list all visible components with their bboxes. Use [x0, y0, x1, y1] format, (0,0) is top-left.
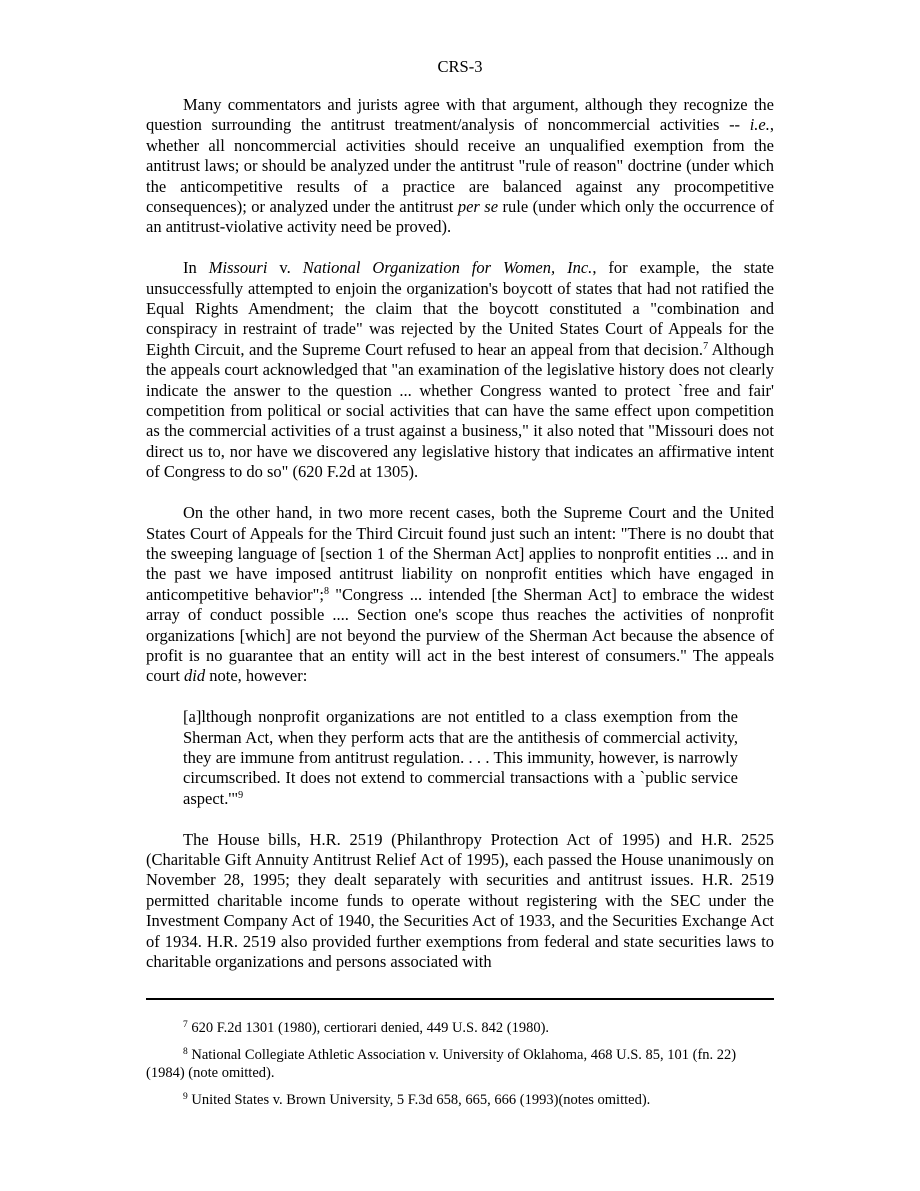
paragraph-1 — [146, 95, 774, 238]
footnote-text: 620 F.2d 1301 (1980), certiorari denied, 449 U.S. 842 (1980). — [187, 1020, 550, 1036]
italic-per-se: per se — [457, 197, 499, 217]
italic-did: did — [184, 666, 206, 686]
footnote-text: United States v. Brown University, 5 F.3d 658, 665, 666 (1993)(notes omitted). — [187, 1092, 651, 1108]
text-span: , for example, the state unsuccessfully attempted to enjoin the organization's boycott of states that had not ratified the Equal Rights Amendment; the claim that the boycott constituted a "combination and conspiracy in restraint of trade" was rejected by the United States Court of Appeals for the Eighth Circuit, and the Supreme Court refused to hear an appeal from that decision. — [146, 258, 774, 359]
footnote-ref-8[interactable]: 8 — [323, 585, 329, 597]
footnote-8 — [146, 1046, 774, 1082]
italic-ie: i.e. — [749, 115, 770, 135]
text-span: , whether all noncommercial activities should receive an unqualified exemption from the antitrust laws; or should be analyzed under the antitrust "rule of reason" doctrine (under which the anticompetitive results of a practice are balanced against any procompetitive consequences); or analyzed under the antitrust — [146, 115, 774, 217]
text-span: "Congress ... intended [the Sherman Act] to embrace the widest array of conduct possible .... Section one's scope thus reaches the activities of nonprofit organizations [which] are not beyond the purview of the Sherman Act because the absence of profit is no guarantee that an entity will act in the best interest of consumers." The appeals court — [146, 584, 774, 686]
footnote-9 — [146, 1091, 774, 1109]
text-span: The House bills, H.R. 2519 (Philanthropy Protection Act of 1995) and H.R. 2525 (Charitable Gift Annuity Antitrust Relief Act of 1995), each passed the House unanimously on November 28, 1995; they dealt separately with securities and antitrust issues. H.R. 2519 permitted charitable income funds to operate without registering with the SEC under the Investment Company Act of 1940, the Securities Act of 1933, and the Securities Exchange Act of 1934. H.R. 2519 also provided further exemptions from federal and state securities laws to charitable organizations and persons associated with — [146, 829, 774, 971]
footnotes — [146, 1019, 774, 1118]
footnote-separator — [146, 998, 774, 1000]
footnote-ref-7[interactable]: 7 — [703, 340, 709, 352]
body-text — [146, 95, 774, 993]
text-span: rule (under which only the occurrence of an antitrust-violative activity need be proved). — [146, 197, 774, 237]
footnote-number: 8 — [183, 1047, 188, 1057]
footnote-number: 7 — [183, 1020, 188, 1030]
block-quote — [183, 707, 738, 809]
text-span: In — [183, 258, 209, 278]
text-span: Although the appeals court acknowledged that "an examination of the legislative history does not clearly indicate the answer to the question ... whether Congress wanted to protect `free and fair' competition from political or social activities that can have the same effect upon competition as the commercial activities of a trust against a business," it also noted that "Missouri does not direct us to, nor have we discovered any legislative history that indicates an affirmative intent of Congress to do so" (620 F.2d at 1305). — [146, 339, 774, 482]
case-name-missouri: Missouri — [208, 258, 268, 278]
text-span: note, however: — [205, 666, 308, 686]
paragraph-3 — [146, 503, 774, 687]
text-span: v. — [267, 258, 303, 278]
footnote-ref-9[interactable]: 9 — [238, 789, 244, 801]
footnote-7 — [146, 1019, 774, 1037]
page-header: CRS-3 — [437, 57, 483, 76]
footnote-number: 9 — [183, 1092, 188, 1102]
paragraph-4 — [146, 830, 774, 973]
text-span: Many commentators and jurists agree with that argument, although they recognize the question surrounding the antitrust treatment/analysis of noncommercial activities -- — [146, 95, 774, 135]
paragraph-2 — [146, 258, 774, 482]
text-span: On the other hand, in two more recent cases, both the Supreme Court and the United States Court of Appeals for the Third Circuit found just such an intent: "There is no doubt that the sweeping language of [section 1 of the Sherman Act] applies to nonprofit entities ... and in the past we have imposed antitrust liability on nonprofit entities which have engaged in anticompetitive behavior"; — [146, 503, 774, 604]
quote-text: [a]lthough nonprofit organizations are not entitled to a class exemption from the Sherman Act, when they perform acts that are the antithesis of commercial activity, they are immune from antitrust regulation. . . . This immunity, however, is narrowly circumscribed. It does not extend to commercial transactions with a `public service aspect.'" — [183, 707, 738, 808]
footnote-text: National Collegiate Athletic Association v. University of Oklahoma, 468 U.S. 85, 101 (fn. 22) (1984) (note omitted). — [146, 1047, 737, 1081]
case-name-now: National Organization for Women, Inc. — [302, 258, 593, 278]
